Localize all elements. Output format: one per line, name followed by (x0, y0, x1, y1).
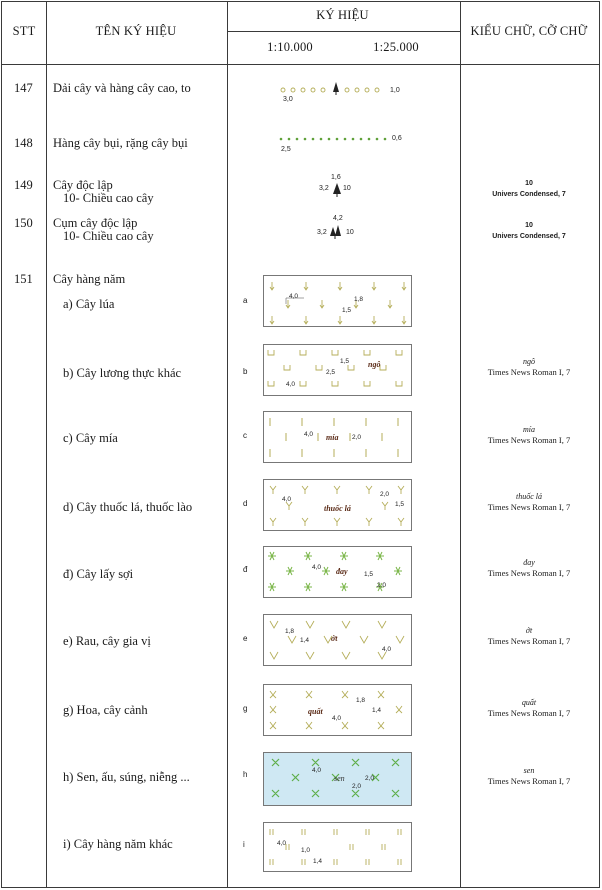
sub-label-dd: đ) Cây lấy sợi (63, 567, 134, 581)
stt-148: 148 (14, 136, 33, 150)
font-name: Times News Roman I, 7 (487, 367, 571, 377)
dim-label: 1,8 (285, 628, 295, 635)
symbol-inner-label: sen (334, 774, 345, 783)
row-name-149: Cây độc lập (53, 178, 113, 192)
stt-149: 149 (14, 178, 33, 192)
flower-symbol-box (263, 684, 412, 736)
row-name-150: Cụm cây độc lập (53, 216, 138, 230)
symbol-inner-label: ngô (368, 360, 381, 369)
dim-label: 1,8 (354, 296, 364, 303)
col-divider (227, 2, 228, 887)
font-size: 10 (525, 222, 533, 229)
sub-letter: a (243, 296, 248, 305)
header-font: KIỂU CHỮ, CỠ CHỮ (470, 24, 588, 38)
dim-label: 10 (346, 229, 354, 236)
dim-label: 1,5 (342, 307, 352, 314)
dim-label: 4,2 (333, 215, 343, 222)
grain-symbol-box (263, 344, 412, 396)
font-word: ớt (525, 626, 533, 635)
dim-label: 3,2 (317, 229, 327, 236)
dim-label: 2,0 (377, 582, 387, 589)
row-sub-150: 10- Chiều cao cây (63, 229, 154, 243)
symbol-inner-label: thuốc lá (324, 504, 351, 513)
dim-label: 1,8 (356, 697, 366, 704)
font-word: ngô (523, 357, 535, 366)
sub-letter: g (243, 704, 248, 713)
font-spec-d (460, 491, 598, 513)
dim-label: 3,2 (319, 185, 329, 192)
sub-letter: e (243, 634, 248, 643)
dim-label: 1,0 (390, 87, 400, 94)
tobacco-symbol-box (263, 479, 412, 531)
dim-label: 4,0 (312, 767, 322, 774)
dim-label: 4,0 (277, 840, 287, 847)
header-name: TÊN KÝ HIỆU (95, 24, 177, 38)
sub-label-a: a) Cây lúa (63, 297, 115, 311)
vegetable-symbol-box (263, 614, 412, 666)
font-name: Times News Roman I, 7 (487, 708, 571, 718)
stt-150: 150 (14, 216, 33, 230)
symbol-inner-label: đay (336, 567, 348, 576)
font-spec-dd (460, 557, 598, 579)
lotus-symbol-box (263, 752, 412, 806)
sub-label-g: g) Hoa, cây cảnh (63, 703, 148, 717)
header-scale-25000: 1:25.000 (373, 40, 419, 54)
font-spec-c (460, 424, 598, 446)
font-spec-e (460, 625, 598, 647)
sub-label-i: i) Cây hàng năm khác (63, 837, 173, 851)
font-name: Times News Roman I, 7 (487, 502, 571, 512)
font-name: Times News Roman I, 7 (487, 776, 571, 786)
font-word: sen (523, 766, 535, 775)
dim-label: 1,4 (372, 707, 382, 714)
font-spec-b (460, 356, 598, 378)
font-size: 10 (525, 180, 533, 187)
row-name-148: Hàng cây bụi, rặng cây bụi (53, 136, 188, 150)
font-word: thuốc lá (516, 492, 542, 501)
dim-label: 2,0 (380, 491, 390, 498)
sub-label-e: e) Rau, cây gia vị (63, 634, 151, 648)
dim-label: 1,4 (313, 858, 323, 865)
dim-label: 4,0 (382, 646, 392, 653)
font-spec-h (460, 765, 598, 787)
stt-151: 151 (14, 272, 33, 286)
sub-letter: d (243, 499, 248, 508)
tree-cluster-icon (328, 223, 346, 241)
sub-letter: h (243, 770, 248, 779)
dim-label: 3,0 (283, 96, 293, 103)
header-subdivider (227, 31, 460, 32)
stt-147: 147 (14, 81, 33, 95)
header-divider (2, 64, 599, 65)
dim-label: 1,6 (331, 174, 341, 181)
dim-label: 1,5 (364, 571, 374, 578)
dim-label: 0,6 (392, 135, 402, 142)
fiber-symbol-box (263, 546, 412, 598)
sub-label-c: c) Cây mía (63, 431, 118, 445)
sub-label-h: h) Sen, ấu, súng, niễng ... (63, 770, 190, 784)
symbol-inner-label: ớt (331, 634, 338, 643)
dim-label: 2,5 (326, 369, 336, 376)
header-symbol: KÝ HIỆU (316, 8, 369, 22)
row-name-147: Dải cây và hàng cây cao, to (53, 81, 191, 95)
dim-label: 4,0 (332, 715, 342, 722)
dim-label: 4,0 (282, 496, 292, 503)
tree-row-symbol (275, 78, 395, 100)
sub-letter: c (243, 431, 247, 440)
sub-letter: i (243, 840, 245, 849)
dim-label: 2,0 (352, 783, 362, 790)
sub-label-d: d) Cây thuốc lá, thuốc lào (63, 500, 193, 514)
font-spec-149 (460, 178, 598, 200)
other-annual-symbol-box (263, 822, 412, 872)
dim-label: 4,0 (312, 564, 322, 571)
font-name: Univers Condensed, 7 (492, 191, 566, 198)
row-name-151: Cây hàng năm (53, 272, 126, 286)
header-stt: STT (12, 24, 36, 38)
dim-label: 2,5 (281, 146, 291, 153)
header-scale-10000: 1:10.000 (267, 40, 313, 54)
dim-label: 4,0 (304, 431, 314, 438)
font-word: mía (523, 425, 535, 434)
dim-label: 4,0 (289, 293, 299, 300)
dim-label: 10 (343, 185, 351, 192)
shrub-row-symbol (278, 134, 398, 146)
single-tree-icon (330, 182, 344, 198)
font-spec-g (460, 697, 598, 719)
font-name: Times News Roman I, 7 (487, 636, 571, 646)
symbol-inner-label: quất (308, 707, 323, 716)
dim-label: 2,0 (365, 775, 375, 782)
dim-label: 1,4 (300, 637, 310, 644)
font-word: đay (523, 558, 535, 567)
font-name: Univers Condensed, 7 (492, 233, 566, 240)
dim-label: 2,0 (352, 434, 362, 441)
symbol-inner-label: mía (326, 433, 339, 442)
sub-letter: b (243, 367, 248, 376)
sub-label-b: b) Cây lương thực khác (63, 366, 182, 380)
font-spec-150 (460, 220, 598, 242)
font-name: Times News Roman I, 7 (487, 568, 571, 578)
dim-label: 1,5 (340, 358, 350, 365)
dim-label: 1,0 (301, 847, 311, 854)
sub-letter: đ (243, 565, 248, 574)
font-name: Times News Roman I, 7 (487, 435, 571, 445)
font-word: quất (521, 698, 537, 707)
row-sub-149: 10- Chiều cao cây (63, 191, 154, 205)
rice-symbol-box (263, 275, 412, 327)
dim-label: 4,0 (286, 381, 296, 388)
sugarcane-symbol-box (263, 411, 412, 463)
col-divider (46, 2, 47, 887)
dim-label: 1,5 (395, 501, 405, 508)
